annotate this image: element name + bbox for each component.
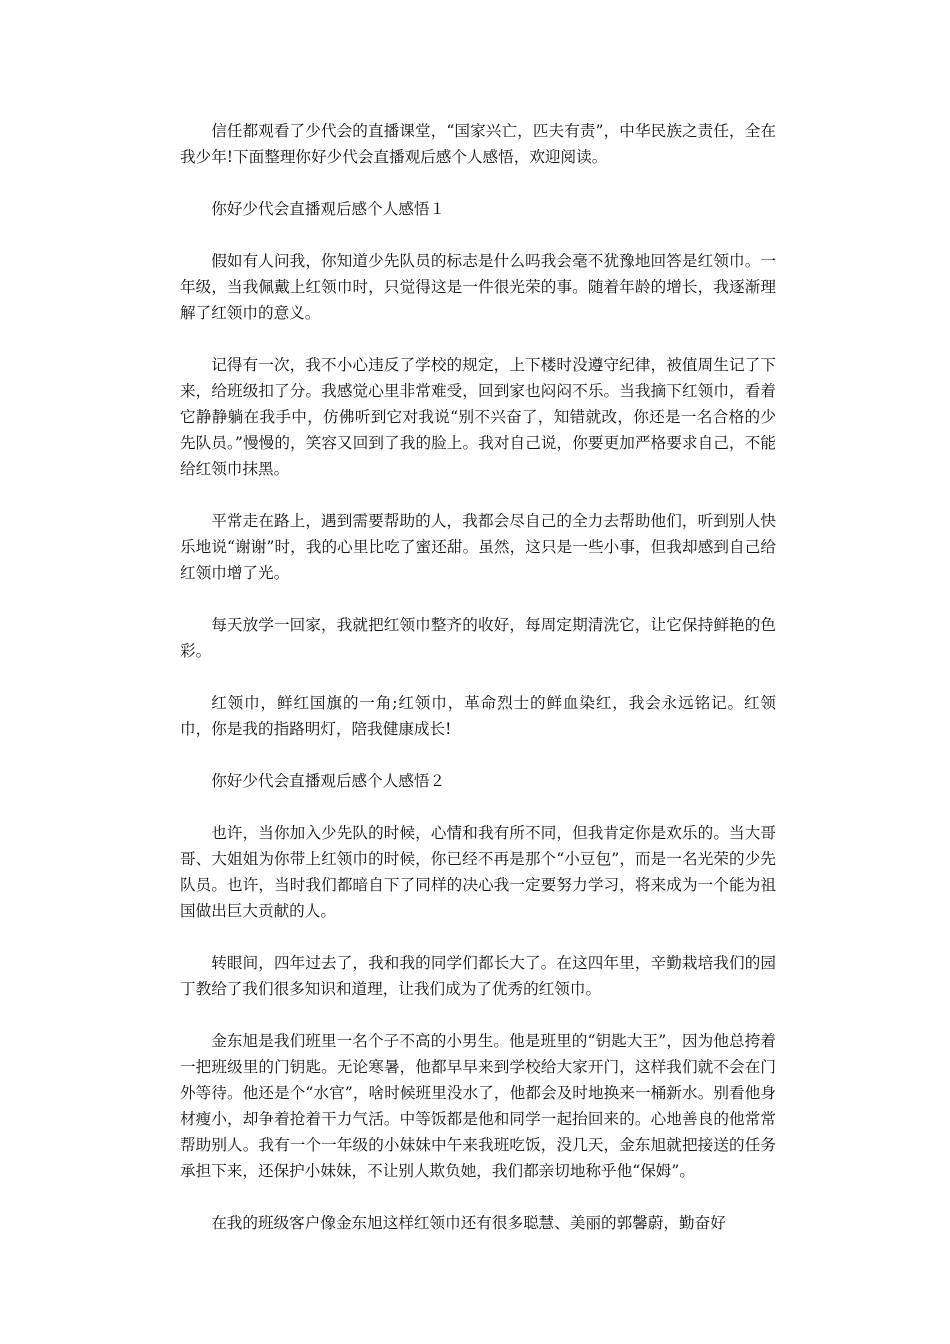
body-paragraph: 转眼间，四年过去了，我和我的同学们都长大了。在这四年里，辛勤栽培我们的园丁教给了我们很多知识和道理，让我们成为了优秀的红领巾。 <box>180 954 776 998</box>
section-heading-1: 你好少代会直播观后感个人感悟１ <box>211 200 446 218</box>
body-paragraph: 也许，当你加入少先队的时候，心情和我有所不同，但我肯定你是欢乐的。当大哥哥、大姐姐为你带上红领巾的时候，你已经不再是那个“小豆包”，而是一名光荣的少先队员。也许，当时我们都暗自下了同样的决心我一定要努力学习，将来成为一个能为祖国做出巨大贡献的人。 <box>180 824 776 920</box>
document-body <box>180 118 776 1262</box>
intro-paragraph: 信任都观看了少代会的直播课堂，“国家兴亡，匹夫有责”，中华民族之责任，全在我少年!下面整理你好少代会直播观后感个人感悟，欢迎阅读。 <box>180 122 776 166</box>
body-paragraph: 红领巾，鲜红国旗的一角;红领巾，革命烈士的鲜血染红，我会永远铭记。红领巾，你是我的指路明灯，陪我健康成长! <box>180 694 776 738</box>
body-paragraph: 记得有一次，我不小心违反了学校的规定，上下楼时没遵守纪律，被值周生记了下来，给班级扣了分。我感觉心里非常难受，回到家也闷闷不乐。当我摘下红领巾，看着它静静躺在我手中，仿佛听到它对我说“别不兴奋了，知错就改，你还是一名合格的少先队员。”慢慢的，笑容又回到了我的脸上。我对自己说，你要更加严格要求自己，不能给红领巾抹黑。 <box>180 356 776 478</box>
body-paragraph: 假如有人问我，你知道少先队员的标志是什么吗我会毫不犹豫地回答是红领巾。一年级，当我佩戴上红领巾时，只觉得这是一件很光荣的事。随着年龄的增长，我逐渐理解了红领巾的意义。 <box>180 252 776 322</box>
body-paragraph: 在我的班级客户像金东旭这样红领巾还有很多聪慧、美丽的郭馨蔚，勤奋好 <box>211 1214 726 1232</box>
section-heading-2: 你好少代会直播观后感个人感悟２ <box>211 772 446 790</box>
body-paragraph: 每天放学一回家，我就把红领巾整齐的收好，每周定期清洗它，让它保持鲜艳的色彩。 <box>180 616 776 660</box>
body-paragraph: 金东旭是我们班里一名个子不高的小男生。他是班里的“钥匙大王”，因为他总挎着一把班级里的门钥匙。无论寒暑，他都早早来到学校给大家开门，这样我们就不会在门外等待。他还是个“水官”，啥时候班里没水了，他都会及时地换来一桶新水。别看他身材瘦小，却争着抢着干力气活。中等饭都是他和同学一起抬回来的。心地善良的他常常帮助别人。我有一个一年级的小妹妹中午来我班吃饭，没几天，金东旭就把接送的任务承担下来，还保护小妹妹，不让别人欺负她，我们都亲切地称乎他“保姆”。 <box>180 1032 776 1180</box>
body-paragraph: 平常走在路上，遇到需要帮助的人，我都会尽自己的全力去帮助他们，听到别人快乐地说“谢谢”时，我的心里比吃了蜜还甜。虽然，这只是一些小事，但我却感到自己给红领巾增了光。 <box>180 512 776 582</box>
